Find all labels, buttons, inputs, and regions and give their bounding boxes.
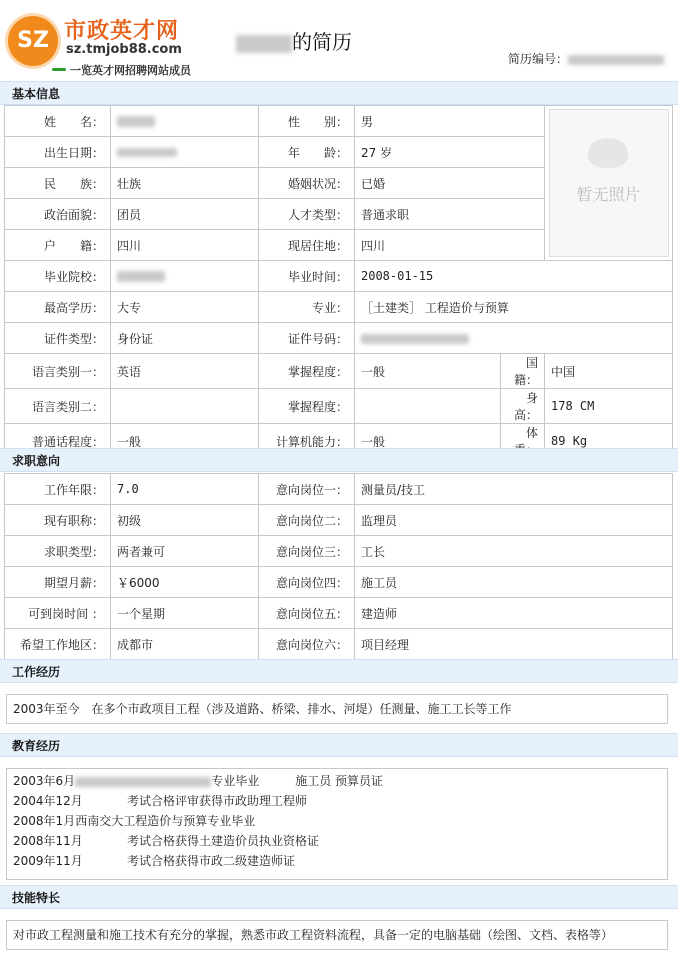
work-text: 2003年至今 在多个市政项目工程（涉及道路、桥梁、排水、河堤）任测量、施工工长等工作: [13, 702, 512, 716]
edu-date: 2004年12月: [13, 794, 83, 808]
value-talent: 普通求职: [355, 199, 545, 230]
education-box: [6, 768, 668, 880]
edu-line: [7, 811, 667, 831]
edu-date: 2008年11月: [13, 834, 83, 848]
label: 意向岗位三：: [259, 536, 355, 567]
photo-cell: [545, 106, 673, 261]
redacted-value: [117, 271, 165, 282]
section-edu-title: 教育经历: [12, 739, 61, 753]
skill-box: [6, 920, 668, 950]
label: 人才类型：: [259, 199, 355, 230]
section-skill: [0, 885, 678, 909]
value-idno: [355, 323, 673, 354]
value-political: 团员: [111, 199, 259, 230]
label: 年 龄：: [259, 137, 355, 168]
label: 希望工作地区：: [5, 629, 111, 660]
value-type: 两者兼可: [111, 536, 259, 567]
label: 国籍：: [501, 354, 545, 389]
label: 现有职称：: [5, 505, 111, 536]
label: 性 别：: [259, 106, 355, 137]
label: 政治面貌：: [5, 199, 111, 230]
page-header: [0, 0, 678, 84]
label: 可到岗时间 ：: [5, 598, 111, 629]
value-area: 成都市: [111, 629, 259, 660]
value-birth: [111, 137, 259, 168]
value-nationality: 中国: [545, 354, 673, 389]
value-gender: 男: [355, 106, 545, 137]
edu-line: [7, 831, 667, 851]
label: 证件类型：: [5, 323, 111, 354]
edu-text: 月西南交大工程造价与预算专业毕业: [63, 814, 256, 828]
label: 掌握程度：: [259, 354, 355, 389]
logo-name: 市政英才网: [64, 19, 180, 44]
section-basic: [0, 81, 678, 105]
redacted-resume-number: [568, 55, 664, 65]
value-marital: 已婚: [355, 168, 545, 199]
label: 民 族：: [5, 168, 111, 199]
redacted-value: [117, 148, 177, 157]
value-name: [111, 106, 259, 137]
resume-number-label: 简历编号：: [508, 52, 569, 66]
value-ethnic: 壮族: [111, 168, 259, 199]
label: 计算机能力：: [259, 424, 355, 459]
edu-text: 考试合格获得土建造价员执业资格证: [127, 834, 320, 848]
photo-placeholder: [549, 109, 669, 257]
label: 出生日期：: [5, 137, 111, 168]
value-arrive: 一个星期: [111, 598, 259, 629]
swoosh-icon: [52, 68, 66, 71]
label: 意向岗位二：: [259, 505, 355, 536]
value-weight: 89 Kg: [545, 424, 673, 459]
label: 姓 名：: [5, 106, 111, 137]
value-title: 初级: [111, 505, 259, 536]
value-edu: 大专: [111, 292, 259, 323]
section-edu: [0, 733, 678, 757]
resume-title-suffix: 的简历: [292, 30, 352, 54]
value-hukou: 四川: [111, 230, 259, 261]
value-years: 7.0: [111, 474, 259, 505]
section-work: [0, 659, 678, 683]
edu-line: [7, 851, 667, 871]
value-residence: 四川: [355, 230, 545, 261]
value-pos6: 项目经理: [355, 629, 673, 660]
label: 掌握程度：: [259, 389, 355, 424]
value-pos4: 施工员: [355, 567, 673, 598]
label: 证件号码：: [259, 323, 355, 354]
label: 现居住地：: [259, 230, 355, 261]
redacted-school: [75, 777, 211, 787]
label: 意向岗位六：: [259, 629, 355, 660]
logo-badge: SZ: [8, 16, 58, 66]
label: 婚姻状况：: [259, 168, 355, 199]
label: 意向岗位一：: [259, 474, 355, 505]
value-salary: ￥6000: [111, 567, 259, 598]
value-height: 178 CM: [545, 389, 673, 424]
redacted-value: [117, 116, 155, 127]
label: 最高学历：: [5, 292, 111, 323]
value-major: ［土建类］ 工程造价与预算: [355, 292, 673, 323]
job-intent-table: [4, 473, 673, 660]
value-pos2: 监理员: [355, 505, 673, 536]
value-pos5: 建造师: [355, 598, 673, 629]
value-age: 27 岁: [355, 137, 545, 168]
value-gradtime: 2008-01-15: [355, 261, 673, 292]
value-mastery2: [355, 389, 501, 424]
edu-line: [7, 771, 667, 791]
redacted-value: [361, 334, 469, 344]
value-school: [111, 261, 259, 292]
label: 求职类型：: [5, 536, 111, 567]
section-basic-title: 基本信息: [12, 87, 61, 101]
label: 毕业院校：: [5, 261, 111, 292]
logo-slogan: 一览英才网招聘网站成员: [70, 64, 191, 77]
label: 体: [501, 424, 545, 459]
edu-date: 2003年6月: [13, 774, 76, 788]
value-pos3: 工长: [355, 536, 673, 567]
label: 工作年限：: [5, 474, 111, 505]
section-intent: [0, 448, 678, 472]
section-intent-title: 求职意向: [12, 454, 61, 468]
section-skill-title: 技能特长: [12, 891, 61, 905]
edu-date: 2009年11月: [13, 854, 83, 868]
edu-text: 考试合格获得市政二级建造师证: [127, 854, 296, 868]
work-experience-box: [6, 694, 668, 724]
photo-text: 暂无照片: [576, 185, 641, 204]
edu-text: 专业毕业 施工员 预算员证: [211, 774, 384, 788]
value-lang2: [111, 389, 259, 424]
label: 普通话程度：: [5, 424, 111, 459]
label: 意向岗位四：: [259, 567, 355, 598]
section-work-title: 工作经历: [12, 665, 61, 679]
skill-text: 对市政工程测量和施工技术有充分的掌握，熟悉市政工程资料流程，具备一定的电脑基础（绘图、文档、表格等）: [13, 928, 614, 942]
logo-url: sz.tmjob88.com: [66, 42, 182, 57]
value-mandarin: 一般: [111, 424, 259, 459]
label: 语言类别二：: [5, 389, 111, 424]
edu-date: 2008年1: [13, 814, 64, 828]
label: 身高：: [501, 389, 545, 424]
label: 户 籍：: [5, 230, 111, 261]
person-icon: [588, 138, 628, 168]
resume-number: [508, 50, 664, 67]
value-lang1: 英语: [111, 354, 259, 389]
label: 毕业时间：: [259, 261, 355, 292]
basic-info-table: [4, 105, 673, 459]
value-idtype: 身份证: [111, 323, 259, 354]
label: 意向岗位五：: [259, 598, 355, 629]
label: 语言类别一：: [5, 354, 111, 389]
site-logo[interactable]: [8, 12, 208, 78]
redacted-name: [236, 35, 292, 53]
edu-line: [7, 791, 667, 811]
resume-title: [236, 26, 352, 55]
value-pos1: 测量员/技工: [355, 474, 673, 505]
value-mastery1: 一般: [355, 354, 501, 389]
value-computer: 一般: [355, 424, 501, 459]
label: 专业：: [259, 292, 355, 323]
label: 期望月薪：: [5, 567, 111, 598]
edu-text: 考试合格评审获得市政助理工程师: [127, 794, 308, 808]
